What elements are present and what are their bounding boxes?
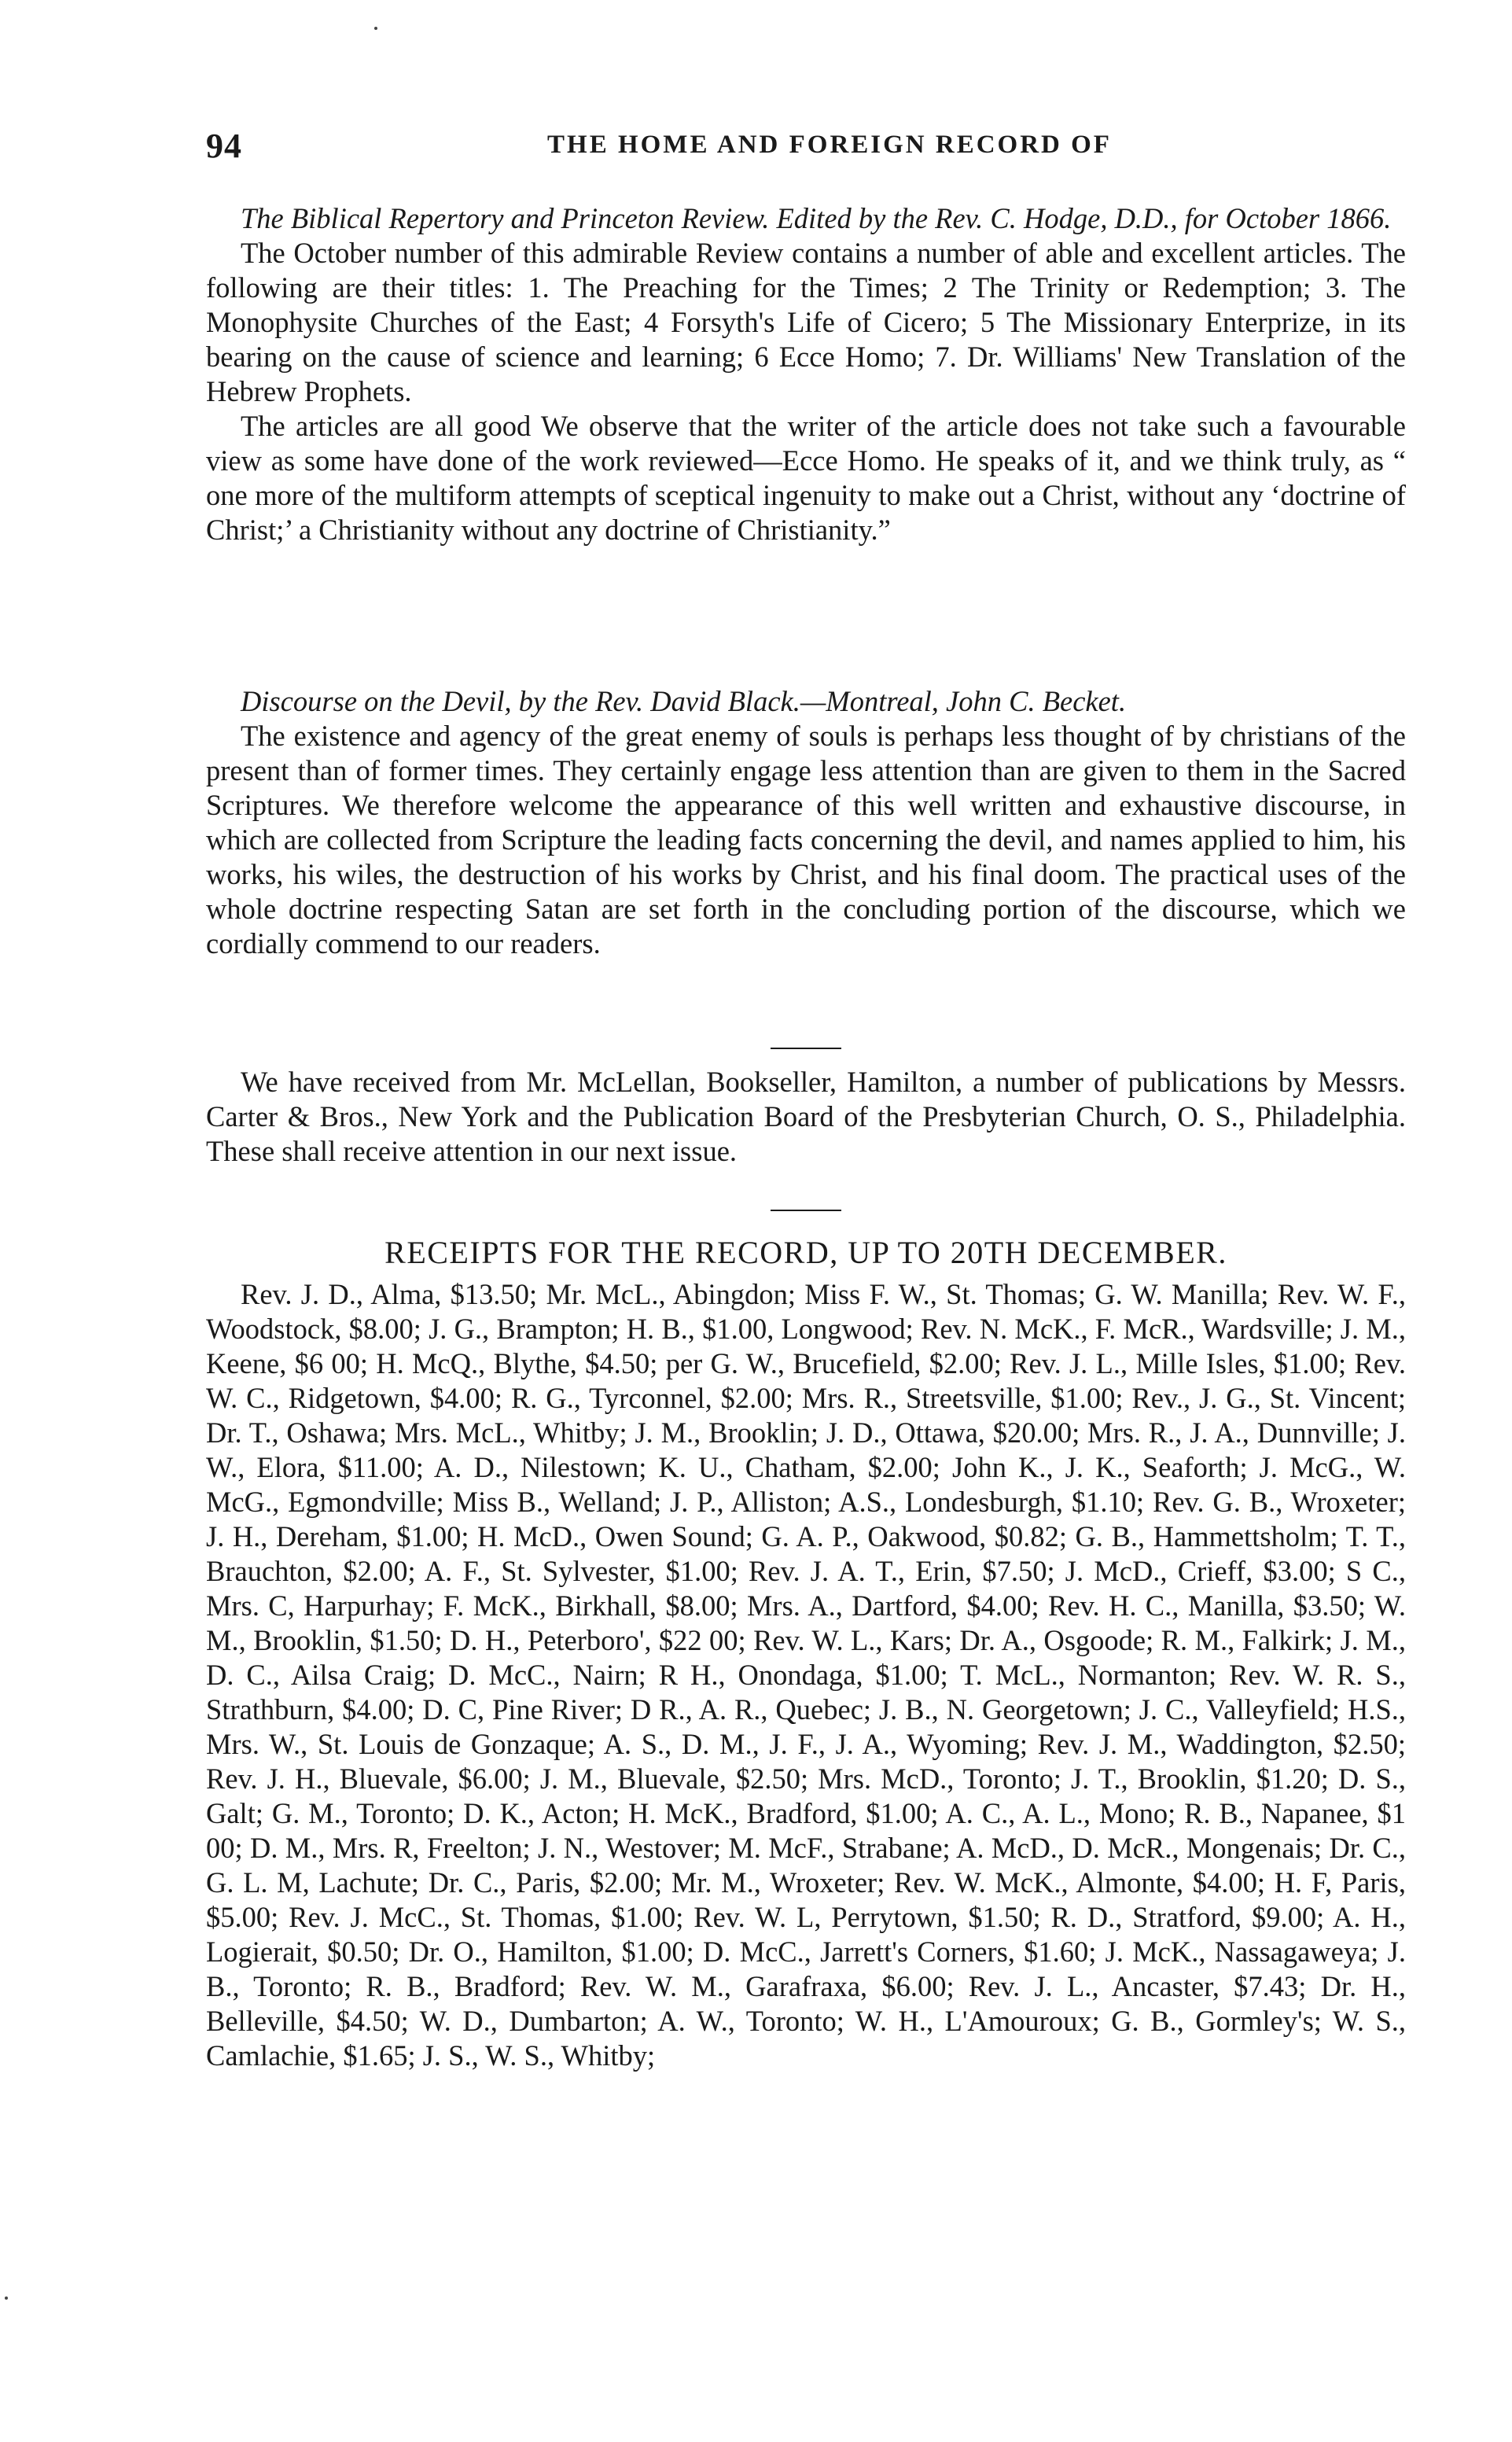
section-divider [206,1048,1406,1049]
receipts-title: RECEIPTS FOR THE RECORD, UP TO 20TH DECEMBER. [384,1235,1227,1270]
publications-notice [206,1065,1406,1169]
receipts-section [206,1233,1406,2073]
review-citation: The Biblical Repertory and Princeton Review. Edited by the Rev. C. Hodge, D.D., for October 1866. [241,202,1392,234]
page-number: 94 [206,127,242,165]
page-header [206,126,1406,173]
ink-speck [5,2297,8,2300]
receipts-list: Rev. J. D., Alma, $13.50; Mr. McL., Abingdon; Miss F. W., St. Thomas; G. W. Manilla; Rev. W. F., Woodstock, $8.00; J. G., Brampton; H. B., $1.00, Longwood; Rev. N. McK., F. McR., Wardsville; J. M., Keene, $6 00; H. McQ., Blythe, $4.50; per G. W., Brucefield, $2.00; Rev. J. L., Mille Isles, $1.00; Rev. W. C., Ridgetown, $4.00; R. G., Tyrconnel, $2.00; Mrs. R., Streetsville, $1.00; Rev., J. G., St. Vincent; Dr. T., Oshawa; Mrs. McL., Whitby; J. M., Brooklin; J. D., Ottawa, $20.00; Mrs. R., J. A., Dunnville; J. W., Elora, $11.00; A. D., Nilestown; K. U., Chatham, $2.00; John K., J. K., Seaforth; J. McG., W. McG., Egmondville; Miss B., Welland; J. P., Alliston; A.S., Londesburgh, $1.10; Rev. G. B., Wroxeter; J. H., Dereham, $1.00; H. McD., Owen Sound; G. A. P., Oakwood, $0.82; G. B., Hammettsholm; T. T., Brauchton, $2.00; A. F., St. Sylvester, $1.00; Rev. J. A. T., Erin, $7.50; J. McD., Crieff, $3.00; S C., Mrs. C, Harpurhay; F. McK., Birkhall, $8.00; Mrs. A., Dartford, $4.00; Rev. H. C., Manilla, $3.50; W. M., Brooklin, $1.50; D. H., Peterboro', $22 00; Rev. W. L., Kars; Dr. A., Osgoode; R. M., Falkirk; J. M., D. C., Ailsa Craig; D. McC., Nairn; R H., Onondaga, $1.00; T. McL., Normanton; Rev. W. R. S., Strathburn, $4.00; D. C, Pine River; D R., A. R., Quebec; J. B., N. Georgetown; J. C., Valleyfield; H.S., Mrs. W., St. Louis de Gonzaque; A. S., D. M., J. F., J. A., Wyoming; Rev. J. M., Waddington, $2.50; Rev. J. H., Bluevale, $6.00; J. M., Bluevale, $2.50; Mrs. McD., Toronto; J. T., Brooklin, $1.20; D. S., Galt; G. M., Toronto; D. K., Acton; H. McK., Bradford, $1.00; A. C., A. L., Mono; R. B., Napanee, $1 00; D. M., Mrs. R, Freelton; J. N., Westover; M. McF., Strabane; A. McD., D. McR., Mongenais; Dr. C., G. L. M, Lachute; Dr. C., Paris, $2.00; Mr. M., Wroxeter; Rev. W. McK., Almonte, $4.00; H. F, Paris, $5.00; Rev. J. McC., St. Thomas, $1.00; Rev. W. L, Perrytown, $1.50; R. D., Stratford, $9.00; A. H., Logierait, $0.50; Dr. O., Hamilton, $1.00; D. McC., Jarrett's Corners, $1.60; J. McK., Nassagaweya; J. B., Toronto; R. B., Bradford; Rev. W. M., Garafraxa, $6.00; Rev. J. L., Ancaster, $7.43; Dr. H., Belleville, $4.50; W. D., Dumbarton; A. W., Toronto; W. H., L'Amouroux; G. B., Gormley's; W. S., Camlachie, $1.65; J. S., W. S., Whitby; [206,1278,1406,2072]
review-citation: Discourse on the Devil, by the Rev. David Black.—Montreal, John C. Becket. [241,685,1127,717]
review-paragraph: The October number of this admirable Review contains a number of able and excellent articles. The following are their titles: 1. The Preaching for the Times; 2 The Trinity or Redemption; 3. The Monophysite Churches of the East; 4 Forsyth's Life of Cicero; 5 The Missionary Enterprize, in its bearing on the cause of science and learning; 6 Ecce Homo; 7. Dr. Williams' New Translation of the Hebrew Prophets. [206,237,1406,407]
divider-rule [771,1048,841,1049]
review-paragraph: The articles are all good We observe that the writer of the article does not take such a favourable view as some have done of the work reviewed—Ecce Homo. He speaks of it, and we think truly, as “ one more of the multiform attempts of sceptical ingenuity to make out a Christ, without any ‘doctrine of Christ;’ a Christianity without any doctrine of Christianity.” [206,410,1406,546]
review-discourse [206,684,1406,961]
notice-paragraph: We have received from Mr. McLellan, Bookseller, Hamilton, a number of publications by Messrs. Carter & Bros., New York and the Publication Board of the Presbyterian Church, O. S., Philadelphia. These shall receive attention in our next issue. [206,1066,1406,1167]
review-paragraph: The existence and agency of the great enemy of souls is perhaps less thought of by christians of the present than of former times. They certainly engage less attention than are given to them in the Sacred Scriptures. We therefore welcome the appearance of this well written and exhaustive discourse, in which are collected from Scripture the leading facts concerning the devil, and names applied to him, his works, his wiles, the destruction of his works by Christ, and his final doom. The practical uses of the whole doctrine respecting Satan are set forth in the concluding portion of the discourse, which we cordially commend to our readers. [206,720,1406,959]
review-princeton [206,201,1406,547]
ink-speck [374,27,377,30]
section-divider [206,1210,1406,1211]
divider-rule [771,1210,841,1211]
running-head: THE HOME AND FOREIGN RECORD OF [547,131,1112,159]
